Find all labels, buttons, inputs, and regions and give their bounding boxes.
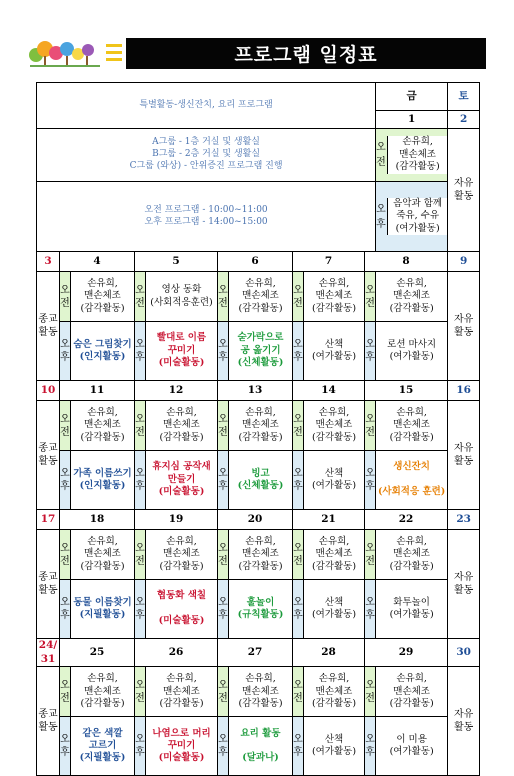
am-mark: 오 전 <box>218 530 229 580</box>
am-row <box>37 530 480 580</box>
pm-mark: 오 후 <box>218 580 229 639</box>
day-2: 2 <box>448 111 480 129</box>
am-activity: 손유희, 맨손체조 (감각활동) <box>304 667 365 717</box>
weekday-date: 8 <box>365 252 448 272</box>
sunday-date: 10 <box>37 381 60 401</box>
pm-mark: 오 후 <box>60 451 71 510</box>
pm-activity: 로션 마사지 (여가활동) <box>376 322 448 381</box>
pm-row <box>37 451 480 510</box>
schedule-body <box>37 83 480 776</box>
program-note: 특별활동-생신잔치, 요리 프로그램 <box>37 83 376 129</box>
pm-mark: 오 후 <box>365 322 376 381</box>
am-mark: 오 전 <box>365 401 376 451</box>
pm-activity: 숟가락으로 공 옮기기 (신체활동) <box>229 322 293 381</box>
pm-mark: 오 후 <box>293 580 304 639</box>
weekday-date: 12 <box>135 381 218 401</box>
free-activity-label: 자유 활동 <box>448 530 480 639</box>
weekday-fri: 금 <box>376 83 448 111</box>
weekday-date: 6 <box>218 252 293 272</box>
am-mark: 오 전 <box>365 667 376 717</box>
am-mark: 오 전 <box>60 401 71 451</box>
hamburger-menu-icon <box>106 44 122 64</box>
free-activity-label: 자유 활동 <box>448 667 480 776</box>
am-mark: 오 전 <box>218 667 229 717</box>
am-activity: 손유희, 맨손체조 (감각활동) <box>229 667 293 717</box>
am-mark: 오 전 <box>365 272 376 322</box>
am-mark: 오 전 <box>293 667 304 717</box>
am-activity: 손유희, 맨손체조 (감각활동) <box>376 530 448 580</box>
am-row <box>37 401 480 451</box>
pm-activity: 나염으로 머리 꾸미기 (미술활동) <box>146 717 218 776</box>
saturday-date: 16 <box>448 381 480 401</box>
schedule-table <box>36 82 480 776</box>
am-activity: 손유희, 맨손체조 (감각활동) <box>146 530 218 580</box>
weekday-date: 22 <box>365 510 448 530</box>
religion-activity-label: 종교 활동 <box>37 530 60 639</box>
pm-label <box>376 182 448 252</box>
am-row <box>37 667 480 717</box>
weekday-date: 29 <box>365 639 448 667</box>
pm-activity: 요리 활동 (달과나) <box>229 717 293 776</box>
weekday-date: 27 <box>218 639 293 667</box>
weekday-date: 26 <box>135 639 218 667</box>
pm-mark: 오 후 <box>365 580 376 639</box>
am-activity: 손유희, 맨손체조 (감각활동) <box>71 401 135 451</box>
weekday-date: 14 <box>293 381 365 401</box>
pm-activity: 산책 (여가활동) <box>304 717 365 776</box>
header <box>26 38 486 69</box>
am-activity: 손유희, 맨손체조 (감각활동) <box>146 401 218 451</box>
pm-mark: 오 후 <box>135 451 146 510</box>
am-mark: 오 전 <box>60 667 71 717</box>
am-mark: 오 전 <box>135 667 146 717</box>
sunday-date: 3 <box>37 252 60 272</box>
saturday-date: 9 <box>448 252 480 272</box>
am-activity: 손유희, 맨손체조 (감각활동) <box>71 530 135 580</box>
program-times <box>37 182 376 252</box>
saturday-date: 30 <box>448 639 480 667</box>
pm-row <box>37 580 480 639</box>
weekday-date: 11 <box>60 381 135 401</box>
pm-activity: 숨은 그림찾기 (인지활동) <box>71 322 135 381</box>
group-b: B그룹 - 2층 거실 및 생활실 <box>152 149 261 160</box>
weekday-date: 15 <box>365 381 448 401</box>
free-activity-label: 자유 활동 <box>448 401 480 510</box>
pm-activity: 가족 이름쓰기 (인지활동) <box>71 451 135 510</box>
pm-mark: 오 후 <box>135 322 146 381</box>
am-activity: 손유희, 맨손체조 (감각활동) <box>146 667 218 717</box>
am-mark: 오 전 <box>218 272 229 322</box>
religion-activity-label: 종교 활동 <box>37 667 60 776</box>
am-mark: 오 전 <box>365 530 376 580</box>
pm-activity: 같은 색깔 고르기 (지필활동) <box>71 717 135 776</box>
pm-activity: 화투놀이 (여가활동) <box>376 580 448 639</box>
day2-free: 자유 활동 <box>448 129 480 252</box>
am-mark: 오 전 <box>135 272 146 322</box>
pm-activity: 빨대로 이름 꾸미기 (미술활동) <box>146 322 218 381</box>
pm-activity: 산책 (여가활동) <box>304 451 365 510</box>
weekday-date: 7 <box>293 252 365 272</box>
am-mark: 오 전 <box>376 136 388 173</box>
am-mark: 오 전 <box>293 401 304 451</box>
pm-mark: 오 후 <box>218 322 229 381</box>
pm-mark: 오 후 <box>218 451 229 510</box>
free-activity-label: 자유 활동 <box>448 272 480 381</box>
tree-logo-icon <box>26 38 104 69</box>
weekday-date: 5 <box>135 252 218 272</box>
pm-row <box>37 322 480 381</box>
pm-activity: 빙고 (신체활동) <box>229 451 293 510</box>
sunday-date: 24/ 31 <box>37 639 60 667</box>
pm-activity: 휴지심 공작새 만들기 (미술활동) <box>146 451 218 510</box>
pm-activity: 협동화 색칠 (미술활동) <box>146 580 218 639</box>
weekday-date: 4 <box>60 252 135 272</box>
pm-mark: 오 후 <box>293 717 304 776</box>
pm-mark: 오 후 <box>376 198 388 235</box>
pm-mark: 오 후 <box>293 322 304 381</box>
pm-activity: 산책 (여가활동) <box>304 580 365 639</box>
weekday-date: 19 <box>135 510 218 530</box>
am-mark: 오 전 <box>60 272 71 322</box>
am-mark: 오 전 <box>135 530 146 580</box>
am-mark: 오 전 <box>60 530 71 580</box>
pm-activity: 이 미용 (여가활동) <box>376 717 448 776</box>
religion-activity-label: 종교 활동 <box>37 272 60 381</box>
pm-mark: 오 후 <box>365 451 376 510</box>
am-mark: 오 전 <box>218 401 229 451</box>
am-activity: 손유희, 맨손체조 (감각활동) <box>304 401 365 451</box>
am-activity: 손유희, 맨손체조 (감각활동) <box>376 667 448 717</box>
week-header-row <box>37 510 480 530</box>
group-c: C그룹 (와상) - 안위증진 프로그램 진행 <box>129 160 283 171</box>
page-title: 프로그램 일정표 <box>126 38 486 69</box>
am-activity: 손유희, 맨손체조 (감각활동) <box>304 272 365 322</box>
am-activity: 손유희, 맨손체조 (감각활동) <box>229 530 293 580</box>
am-mark: 오 전 <box>135 401 146 451</box>
pm-time: 오후 프로그램 - 14:00~15:00 <box>144 216 268 227</box>
am-mark: 오 전 <box>293 272 304 322</box>
am-label <box>376 129 448 182</box>
pm-mark: 오 후 <box>60 322 71 381</box>
day1-pm-activity: 음악과 함께 죽유, 수유 (여가활동) <box>388 198 447 235</box>
am-activity: 영상 동화 (사회적응훈련) <box>146 272 218 322</box>
pm-mark: 오 후 <box>365 717 376 776</box>
am-mark: 오 전 <box>293 530 304 580</box>
groups-info <box>37 129 376 182</box>
pm-mark: 오 후 <box>60 717 71 776</box>
weekday-date: 13 <box>218 381 293 401</box>
pm-mark: 오 후 <box>135 717 146 776</box>
am-row <box>37 272 480 322</box>
pm-activity: 동물 이름찾기 (지필활동) <box>71 580 135 639</box>
am-activity: 손유희, 맨손체조 (감각활동) <box>376 272 448 322</box>
am-time: 오전 프로그램 - 10:00~11:00 <box>144 204 268 215</box>
weekday-date: 28 <box>293 639 365 667</box>
day-1: 1 <box>376 111 448 129</box>
pm-row <box>37 717 480 776</box>
sunday-date: 17 <box>37 510 60 530</box>
weekday-date: 18 <box>60 510 135 530</box>
am-activity: 손유희, 맨손체조 (감각활동) <box>304 530 365 580</box>
week-header-row <box>37 381 480 401</box>
pm-mark: 오 후 <box>293 451 304 510</box>
am-activity: 손유희, 맨손체조 (감각활동) <box>376 401 448 451</box>
weekday-date: 20 <box>218 510 293 530</box>
pm-mark: 오 후 <box>60 580 71 639</box>
day1-am-activity: 손유희, 맨손체조 (감각활동) <box>388 136 447 173</box>
weekday-date: 25 <box>60 639 135 667</box>
pm-activity: 산책 (여가활동) <box>304 322 365 381</box>
religion-activity-label: 종교 활동 <box>37 401 60 510</box>
pm-activity: 생신잔치 (사회적응 훈련) <box>376 451 448 510</box>
am-activity: 손유희, 맨손체조 (감각활동) <box>71 667 135 717</box>
am-activity: 손유희, 맨손체조 (감각활동) <box>229 401 293 451</box>
group-a: A그룹 - 1층 거실 및 생활실 <box>152 137 260 148</box>
saturday-date: 23 <box>448 510 480 530</box>
week-header-row <box>37 639 480 667</box>
weekday-date: 21 <box>293 510 365 530</box>
weekday-sat: 토 <box>448 83 480 111</box>
pm-mark: 오 후 <box>135 580 146 639</box>
am-activity: 손유희, 맨손체조 (감각활동) <box>71 272 135 322</box>
am-activity: 손유희, 맨손체조 (감각활동) <box>229 272 293 322</box>
pm-activity: 훌놀이 (규칙활동) <box>229 580 293 639</box>
week-header-row <box>37 252 480 272</box>
pm-mark: 오 후 <box>218 717 229 776</box>
